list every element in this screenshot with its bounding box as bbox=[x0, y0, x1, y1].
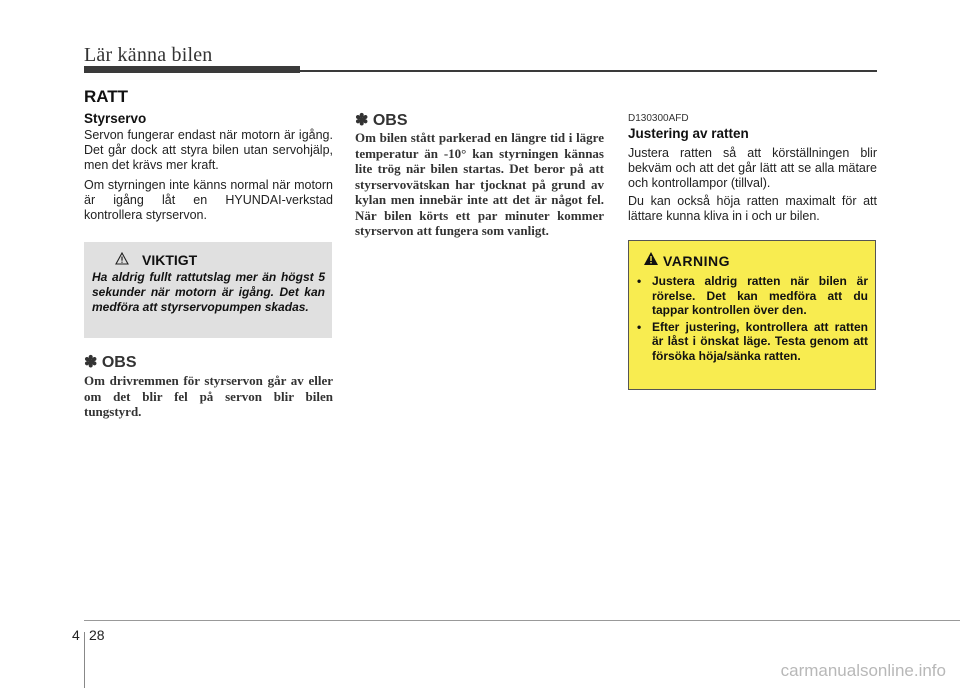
section-code: D130300AFD bbox=[628, 113, 689, 124]
header-rule-thick bbox=[84, 66, 300, 73]
justering-paragraph-2: Du kan också höja ratten maximalt för att lättare kunna kliva in i och ur bilen. bbox=[628, 194, 877, 223]
viktigt-body: Ha aldrig fullt rattutslag mer än högst 5 sekunder när motorn är igång. Det kan medföra att styrservopumpen skadas. bbox=[92, 270, 325, 314]
varning-item bbox=[632, 320, 868, 364]
styrservo-paragraph-1: Servon fungerar endast när motorn är igång. Det går dock att styra bilen utan servohjälp, men det krävs mer kraft. bbox=[84, 128, 333, 172]
justering-paragraph-1: Justera ratten så att körställningen blir bekväm och att det går lätt att se alla mätare och kontrollampor (tillval). bbox=[628, 146, 877, 190]
footer-rule bbox=[84, 620, 960, 621]
varning-item-text: Justera aldrig ratten när bilen är rörelse. Det kan medföra att du tappar kontrollen över den. bbox=[652, 274, 868, 317]
bullet: • bbox=[637, 274, 642, 288]
viktigt-title: VIKTIGT bbox=[142, 252, 198, 268]
page-number: 28 bbox=[89, 627, 105, 643]
warning-triangle-outline-icon bbox=[115, 252, 129, 270]
styrservo-paragraph-2: Om styrningen inte känns normal när motorn är igång låt en HYUNDAI-verkstad kontrollera styrservon. bbox=[84, 178, 333, 222]
varning-title: VARNING bbox=[663, 253, 731, 269]
obs-heading-1: ✽ OBS bbox=[84, 354, 137, 371]
viktigt-notice bbox=[84, 242, 332, 338]
section-title: RATT bbox=[84, 87, 129, 106]
obs-body-1: Om drivremmen för styrservon går av eller om det blir fel på servon blir bilen tungstyrd. bbox=[84, 373, 333, 419]
bullet: • bbox=[637, 319, 642, 334]
warning-triangle-filled-icon bbox=[643, 251, 659, 271]
varning-item bbox=[632, 274, 868, 318]
obs-heading-2: ✽ OBS bbox=[355, 112, 408, 129]
varning-list bbox=[632, 274, 868, 365]
styrservo-heading: Styrservo bbox=[84, 111, 147, 126]
footer-divider bbox=[84, 632, 85, 688]
varning-notice bbox=[628, 240, 876, 390]
header-title: Lär känna bilen bbox=[84, 44, 213, 66]
header-rule-thin bbox=[300, 70, 877, 72]
obs-body-2: Om bilen stått parkerad en längre tid i lägre temperatur än -10° kan styrningen kännas lite trög när bilen startas. Det beror på att styrservovätskan har tjocknat på grund av kylan men innebär inte att det är något fel. När bilen körts ett par minuter kommer styrservon att fungera som vanligt. bbox=[355, 130, 604, 238]
chapter-number: 4 bbox=[72, 627, 80, 643]
justering-heading: Justering av ratten bbox=[628, 126, 749, 141]
varning-item-text: Efter justering, kontrollera att ratten är låst i önskat läge. Testa genom att försöka höja/sänka ratten. bbox=[652, 319, 868, 363]
watermark: carmanualsonline.info bbox=[780, 661, 946, 680]
